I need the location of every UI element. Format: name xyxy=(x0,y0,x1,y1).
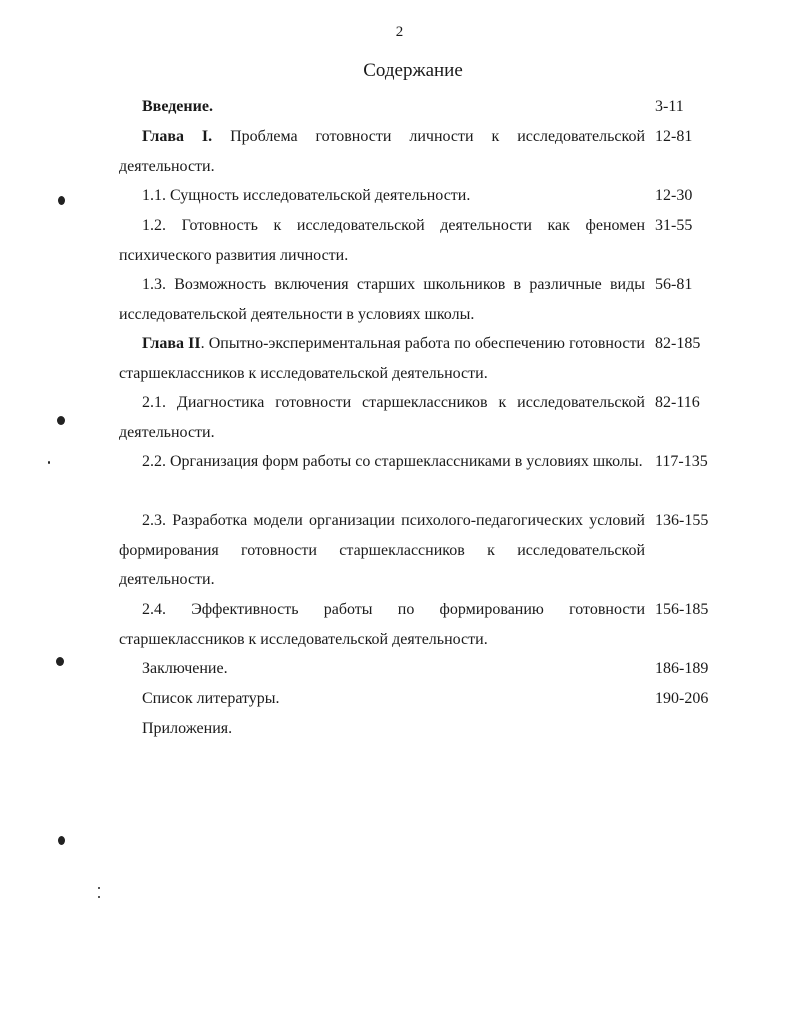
scan-speck xyxy=(57,416,65,425)
toc-entry-text: 1.1. Сущность исследовательской деятельности. xyxy=(142,187,471,204)
toc-entry-pages: 56-81 xyxy=(655,276,693,293)
toc-entry-text: 2.2. Организация форм работы со старшеклассниками в условиях школы. xyxy=(142,453,643,470)
toc-entry-2-2 xyxy=(0,447,799,506)
toc-entry-prefix: Введение. xyxy=(142,98,213,115)
toc-entry-pages: 3-11 xyxy=(655,98,684,115)
toc-entry-1-3 xyxy=(0,270,799,329)
toc-entry-prefix: Глава II xyxy=(142,335,201,352)
toc-entry-pages: 82-185 xyxy=(655,335,701,352)
scan-speck xyxy=(58,836,65,845)
toc-entry-text: 1.2. Готовность к исследовательской деятельности как феномен психического развития личности. xyxy=(119,217,645,264)
toc-entry-pages: 117-135 xyxy=(655,453,708,470)
toc-entry-prefix: Глава I. xyxy=(142,128,213,145)
toc-entry-text: 2.4. Эффективность работы по формированию готовности старшеклассников к исследовательской деятельности. xyxy=(119,601,645,648)
toc-entry-text: 1.3. Возможность включения старших школьников в различные виды исследовательской деятельности в условиях школы. xyxy=(119,276,645,323)
toc-entry-pages: 12-30 xyxy=(655,187,693,204)
scan-speck xyxy=(98,887,100,889)
toc-entry-1-1 xyxy=(0,181,799,211)
toc-entry-pages: 31-55 xyxy=(655,217,693,234)
toc-entry-chapter-1 xyxy=(0,122,799,181)
toc-entry-text: Заключение. xyxy=(142,660,228,677)
page-number: 2 xyxy=(395,24,404,40)
toc-entry-text: Приложения. xyxy=(142,720,233,737)
toc-entry-text: Проблема готовности личности к исследовательской деятельности. xyxy=(119,128,646,175)
scan-speck xyxy=(58,196,65,205)
toc-entry-intro xyxy=(0,92,799,122)
toc-entry-text: 2.3. Разработка модели организации психолого-педагогических условий формирования готовности старшеклассников к исследовательской деятельности. xyxy=(119,512,645,588)
toc-entry-pages: 82-116 xyxy=(655,394,700,411)
scan-speck xyxy=(48,461,50,464)
toc-entry-references xyxy=(0,684,799,714)
toc-entry-1-2 xyxy=(0,211,799,270)
scan-speck xyxy=(56,657,64,666)
toc-entry-pages: 12-81 xyxy=(655,128,693,145)
table-of-contents xyxy=(0,92,799,744)
toc-entry-pages: 136-155 xyxy=(655,512,709,529)
toc-entry-2-4 xyxy=(0,595,799,654)
toc-entry-pages: 156-185 xyxy=(655,601,709,618)
page-title: Содержание xyxy=(363,60,463,81)
toc-entry-text: 2.1. Диагностика готовности старшеклассников к исследовательской деятельности. xyxy=(119,394,645,441)
scan-speck xyxy=(98,896,100,898)
toc-entry-2-1 xyxy=(0,388,799,447)
toc-entry-text: Список литературы. xyxy=(142,690,280,707)
toc-entry-appendices xyxy=(0,714,799,744)
toc-entry-chapter-2 xyxy=(0,329,799,388)
toc-entry-2-3 xyxy=(0,506,799,595)
toc-entry-pages: 190-206 xyxy=(655,690,709,707)
toc-entry-pages: 186-189 xyxy=(655,660,709,677)
toc-entry-conclusion xyxy=(0,654,799,684)
toc-entry-text: . Опытно-экспериментальная работа по обеспечению готовности старшеклассников к исследовательской деятельности. xyxy=(119,335,645,382)
